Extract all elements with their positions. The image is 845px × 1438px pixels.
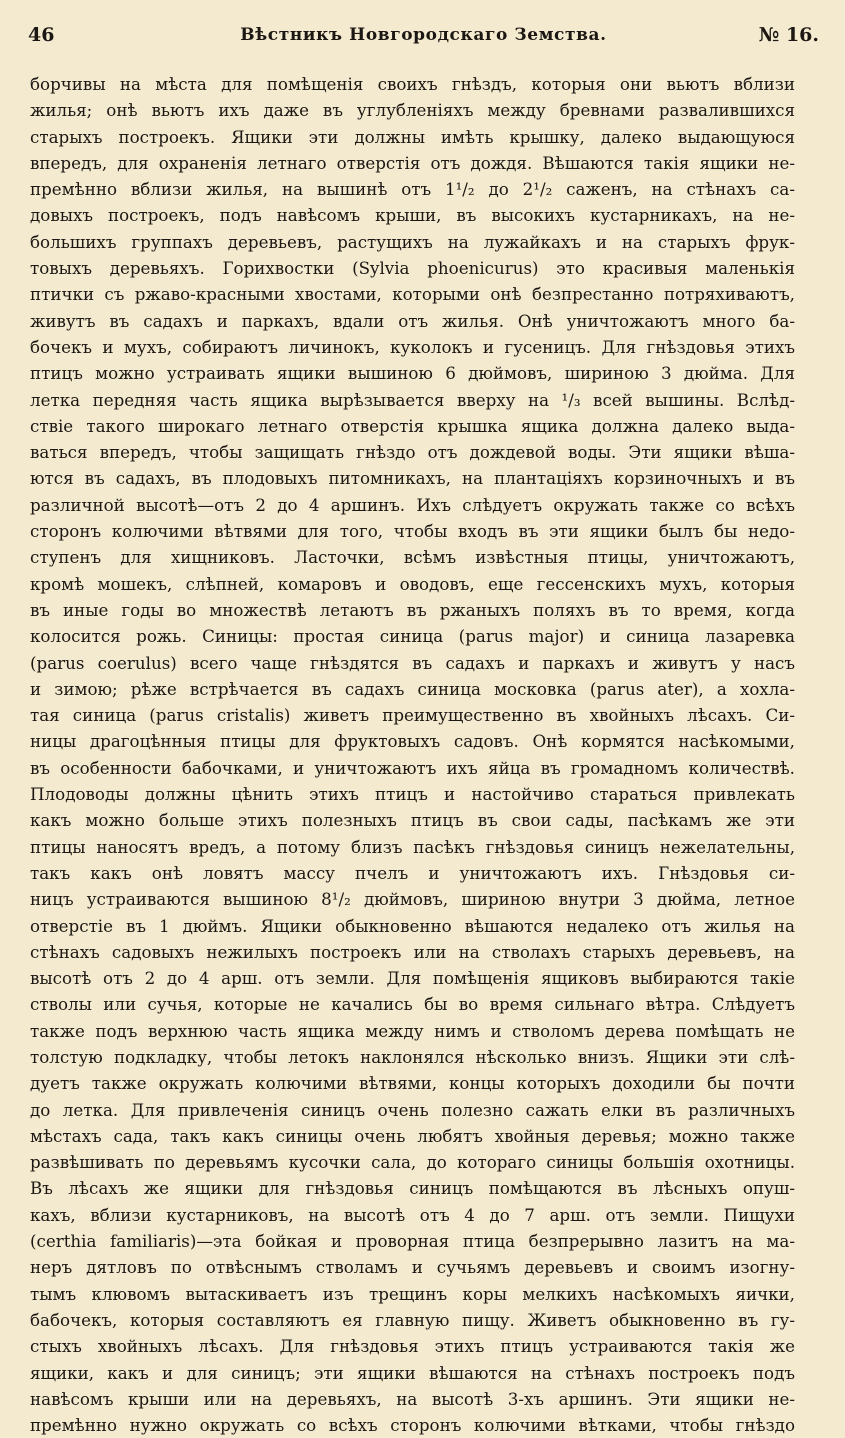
text-line: Въ лѣсахъ же ящики для гнѣздовья синицъ помѣщаются въ лѣсныхъ опуш- <box>30 1178 795 1199</box>
text-line: стѣнахъ садовыхъ нежилыхъ построекъ или на стволахъ старыхъ деревьевъ, на <box>30 941 795 962</box>
text-line: довыхъ построекъ, подъ навѣсомъ крыши, въ высокихъ кустарникахъ, на не- <box>30 205 795 226</box>
text-line: въ иные годы во множествѣ летаютъ въ ржаныхъ поляхъ въ то время, когда <box>30 599 795 620</box>
text-line: до летка. Для привлеченія синицъ очень полезно сажать елки въ различныхъ <box>30 1099 795 1120</box>
text-line: толстую подкладку, чтобы летокъ наклонялся нѣсколько внизъ. Ящики эти слѣ- <box>30 1046 795 1067</box>
text-line: жилья; онѣ вьютъ ихъ даже въ углубленіяхъ между бревнами развалившихся <box>30 100 795 121</box>
text-line: птички съ ржаво-красными хвостами, которыми онѣ безпрестанно потряхиваютъ, <box>30 284 795 305</box>
text-line: ются въ садахъ, въ плодовыхъ питомникахъ, на плантаціяхъ корзиночныхъ и въ <box>30 468 795 489</box>
text-line: отверстіе въ 1 дюймъ. Ящики обыкновенно вѣшаются недалеко отъ жилья на <box>30 915 795 936</box>
text-line: ваться впередъ, чтобы защищать гнѣздо отъ дождевой воды. Эти ящики вѣша- <box>30 442 795 463</box>
text-line: неръ дятловъ по отвѣснымъ стволамъ и сучьямъ деревьевъ и своимъ изогну- <box>30 1257 795 1278</box>
text-line: летка передняя часть ящика вырѣзывается вверху на ¹/₃ всей вышины. Вслѣд- <box>30 389 795 410</box>
text-line: сторонъ колючими вѣтвями для того, чтобы входъ въ эти ящики былъ бы недо- <box>30 521 795 542</box>
text-line: бабочекъ, которыя составляютъ ея главную пищу. Живетъ обыкновенно въ гу- <box>30 1309 795 1330</box>
text-line: (parus coerulus) всего чаще гнѣздятся въ садахъ и паркахъ и живутъ у насъ <box>30 652 795 673</box>
text-line: ницъ устраиваются вышиною 8¹/₂ дюймовъ, шириною внутри 3 дюйма, летное <box>30 889 795 910</box>
page-header <box>28 24 819 54</box>
text-line: кахъ, вблизи кустарниковъ, на высотѣ отъ 4 до 7 арш. отъ земли. Пищухи <box>30 1204 795 1225</box>
text-line: стыхъ хвойныхъ лѣсахъ. Для гнѣздовья этихъ птицъ устраиваются такія же <box>30 1336 795 1357</box>
text-line: Плодоводы должны цѣнить этихъ птицъ и настойчиво стараться привлекать <box>30 784 795 805</box>
text-line: высотѣ отъ 2 до 4 арш. отъ земли. Для помѣщенія ящиковъ выбираются такіе <box>30 968 795 989</box>
text-line: старыхъ построекъ. Ящики эти должны имѣть крышку, далеко выдающуюся <box>30 126 795 147</box>
text-line: колосится рожь. Синицы: простая синица (parus major) и синица лазаревка <box>30 626 795 647</box>
text-line: навѣсомъ крыши или на деревьяхъ, на высотѣ 3-хъ аршинъ. Эти ящики не- <box>30 1388 795 1409</box>
text-line: ствіе такого широкаго летнаго отверстія крышка ящика должна далеко выда- <box>30 415 795 436</box>
text-line: ницы драгоцѣнныя птицы для фруктовыхъ садовъ. Онѣ кормятся насѣкомыми, <box>30 731 795 752</box>
text-line: стволы или сучья, которые не качались бы во время сильнаго вѣтра. Слѣдуетъ <box>30 994 795 1015</box>
text-line: борчивы на мѣста для помѣщенія своихъ гнѣздъ, которыя они вьютъ вблизи <box>30 74 795 94</box>
text-line: какъ можно больше этихъ полезныхъ птицъ въ свои сады, пасѣкамъ же эти <box>30 810 795 831</box>
text-line: птицы наносятъ вредъ, а потому близъ пасѣкъ гнѣздовья синицъ нежелательны, <box>30 836 795 857</box>
text-line: различной высотѣ—отъ 2 до 4 аршинъ. Ихъ слѣдуетъ окружать также со всѣхъ <box>30 494 795 515</box>
text-line: птицъ можно устраивать ящики вышиною 6 дюймовъ, шириною 3 дюйма. Для <box>30 363 795 384</box>
text-line: тая синица (parus cristalis) живетъ преимущественно въ хвойныхъ лѣсахъ. Си- <box>30 705 795 726</box>
text-line: (certhia familiaris)—эта бойкая и проворная птица безпрерывно лазитъ на ма- <box>30 1231 795 1252</box>
text-line: живутъ въ садахъ и паркахъ, вдали отъ жилья. Онѣ уничтожаютъ много ба- <box>30 310 795 331</box>
text-line: ящики, какъ и для синицъ; эти ящики вѣшаются на стѣнахъ построекъ подъ <box>30 1362 795 1383</box>
text-line: премѣнно нужно окружать со всѣхъ сторонъ колючими вѣтками, чтобы гнѣздо <box>30 1415 795 1436</box>
text-line: мѣстахъ сада, такъ какъ синицы очень любятъ хвойныя деревья; можно также <box>30 1125 795 1146</box>
page-number: 46 <box>28 24 55 46</box>
text-line: такъ какъ онѣ ловятъ массу пчелъ и уничтожаютъ ихъ. Гнѣздовья си- <box>30 862 795 883</box>
issue-number: № 16. <box>758 24 819 46</box>
journal-title: Вѣстникъ Новгородскаго Земства. <box>240 25 607 45</box>
body-text <box>30 71 795 1438</box>
text-line: большихъ группахъ деревьевъ, растущихъ на лужайкахъ и на старыхъ фрук- <box>30 231 795 252</box>
text-line: тымъ клювомъ вытаскиваетъ изъ трещинъ коры мелкихъ насѣкомыхъ яички, <box>30 1283 795 1304</box>
text-line: развѣшивать по деревьямъ кусочки сала, до котораго синицы большія охотницы. <box>30 1152 795 1173</box>
text-line: въ особенности бабочками, и уничтожаютъ ихъ яйца въ громадномъ количествѣ. <box>30 757 795 778</box>
text-line: ступенъ для хищниковъ. Ласточки, всѣмъ извѣстныя птицы, уничтожаютъ, <box>30 547 795 568</box>
text-line: дуетъ также окружать колючими вѣтвями, концы которыхъ доходили бы почти <box>30 1073 795 1094</box>
text-line: товыхъ деревьяхъ. Горихвостки (Sylvia phoenicurus) это красивыя маленькія <box>30 258 795 279</box>
text-line: впередъ, для охраненія летнаго отверстія отъ дождя. Вѣшаются такія ящики не- <box>30 152 795 173</box>
text-line: бочекъ и мухъ, собираютъ личинокъ, куколокъ и гусеницъ. Для гнѣздовья этихъ <box>30 336 795 357</box>
text-line: также подъ верхнюю часть ящика между нимъ и стволомъ дерева помѣщать не <box>30 1020 795 1041</box>
text-line: кромѣ мошекъ, слѣпней, комаровъ и оводовъ, еще гессенскихъ мухъ, которыя <box>30 573 795 594</box>
text-line: и зимою; рѣже встрѣчается въ садахъ синица московка (parus ater), а хохла- <box>30 678 795 699</box>
text-line: премѣнно вблизи жилья, на вышинѣ отъ 1¹/₂ до 2¹/₂ саженъ, на стѣнахъ са- <box>30 179 795 200</box>
